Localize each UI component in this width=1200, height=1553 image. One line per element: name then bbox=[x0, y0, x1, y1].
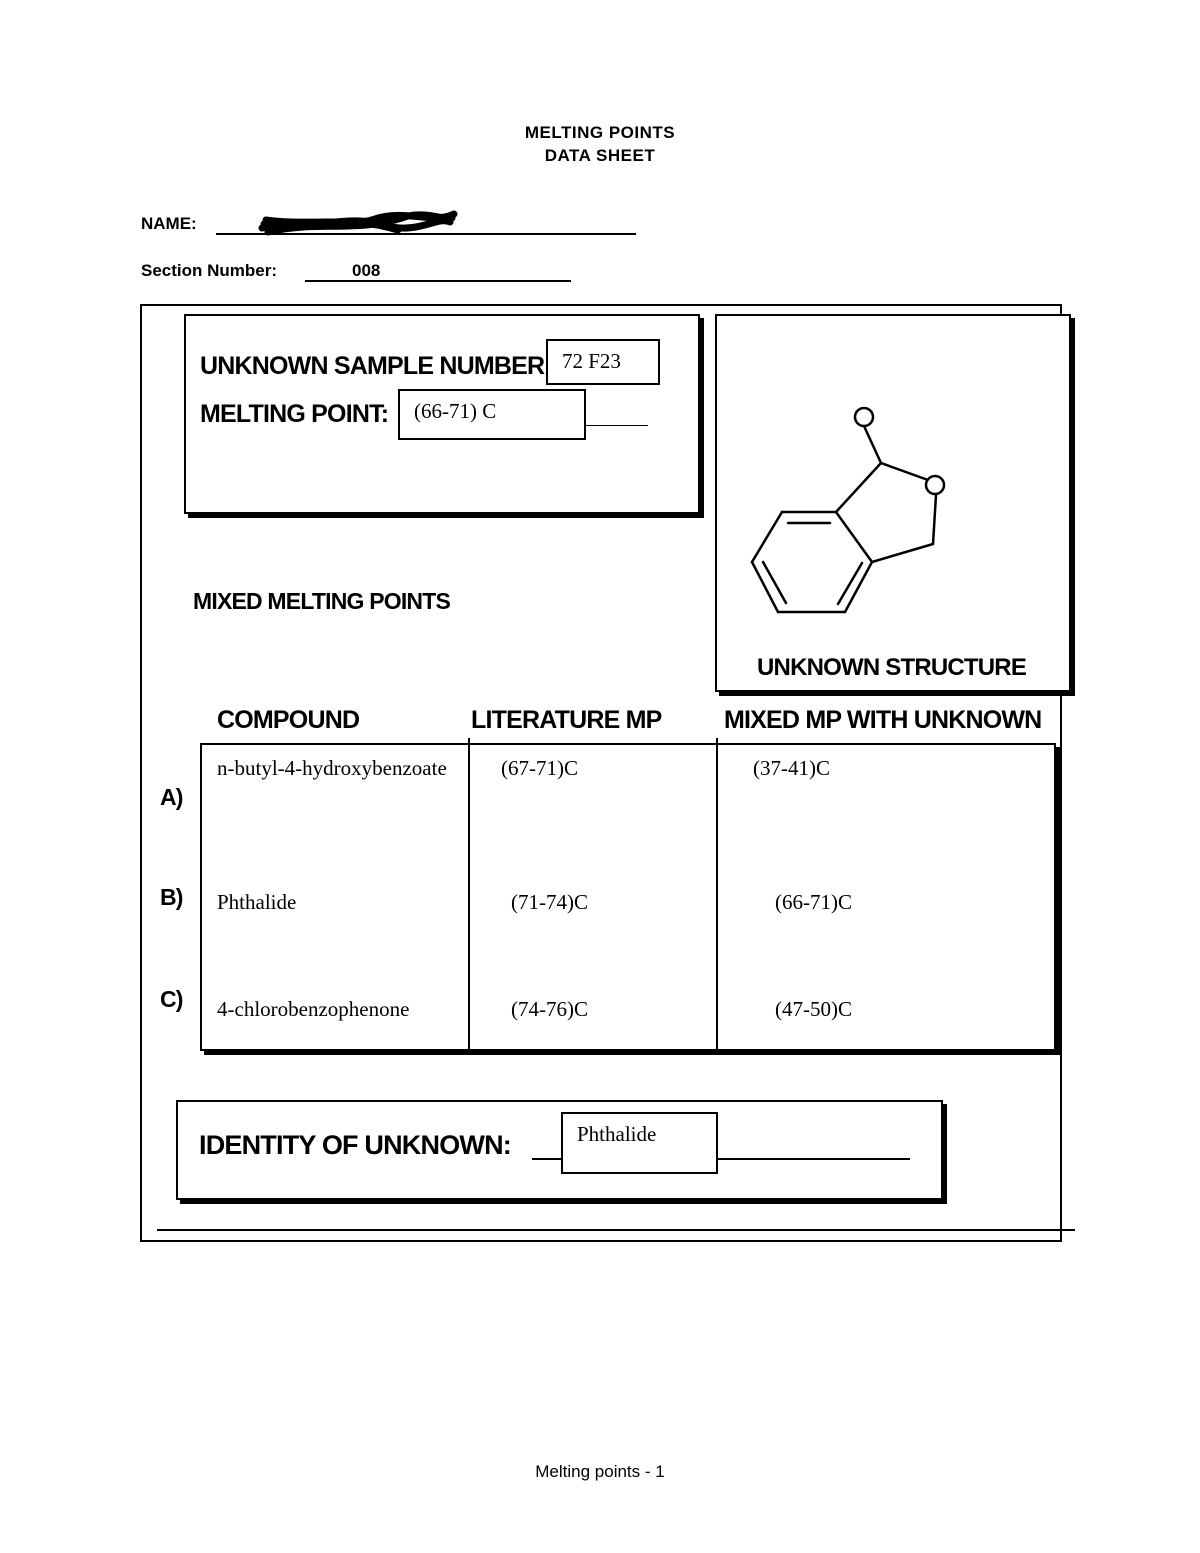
sheet-title-line2: DATA SHEET bbox=[544, 146, 656, 165]
row-b-literature-mp[interactable]: (71-74)C bbox=[511, 890, 588, 914]
section-label: Section Number: bbox=[141, 261, 278, 280]
sample-number-field[interactable]: 72 F23 bbox=[546, 339, 660, 385]
section-underline bbox=[305, 280, 571, 282]
row-b-compound[interactable]: Phthalide bbox=[217, 890, 297, 914]
column-header-mixed-mp: MIXED MP WITH UNKNOWN bbox=[724, 706, 1042, 734]
page-footer: Melting points - 1 bbox=[535, 1462, 665, 1481]
row-a-literature-mp[interactable]: (67-71)C bbox=[501, 756, 578, 780]
identity-field[interactable]: Phthalide bbox=[561, 1112, 718, 1174]
melting-point-underline bbox=[586, 425, 648, 426]
row-c-mixed-mp[interactable]: (47-50)C bbox=[775, 997, 852, 1021]
section-value: 008 bbox=[352, 261, 381, 280]
outer-bottom-rule bbox=[157, 1229, 1075, 1231]
identity-label: IDENTITY OF UNKNOWN: bbox=[199, 1130, 511, 1160]
row-c-literature-mp[interactable]: (74-76)C bbox=[511, 997, 588, 1021]
row-a-mixed-mp[interactable]: (37-41)C bbox=[753, 756, 830, 780]
phthalide-structure-icon bbox=[740, 400, 960, 625]
row-label-b: B) bbox=[160, 884, 183, 910]
row-a-compound[interactable]: n-butyl-4-hydroxybenzoate bbox=[217, 756, 447, 780]
column-header-literature-mp: LITERATURE MP bbox=[471, 706, 662, 734]
row-c-compound[interactable]: 4-chlorobenzophenone bbox=[217, 997, 410, 1021]
name-label: NAME: bbox=[141, 214, 197, 233]
redacted-name-scribble bbox=[258, 206, 458, 238]
table-divider-2 bbox=[716, 738, 718, 1052]
melting-point-field[interactable]: (66-71) C bbox=[398, 389, 586, 440]
sheet-title-line1: MELTING POINTS bbox=[524, 123, 676, 142]
row-b-mixed-mp[interactable]: (66-71)C bbox=[775, 890, 852, 914]
mixed-mp-heading: MIXED MELTING POINTS bbox=[193, 588, 451, 614]
structure-label: UNKNOWN STRUCTURE bbox=[757, 654, 1027, 681]
column-header-compound: COMPOUND bbox=[217, 706, 360, 734]
sample-number-label: UNKNOWN SAMPLE NUMBER bbox=[200, 352, 545, 380]
melting-point-label: MELTING POINT: bbox=[200, 400, 389, 428]
row-label-a: A) bbox=[160, 784, 183, 810]
row-label-c: C) bbox=[160, 986, 183, 1012]
table-divider-1 bbox=[468, 738, 470, 1052]
